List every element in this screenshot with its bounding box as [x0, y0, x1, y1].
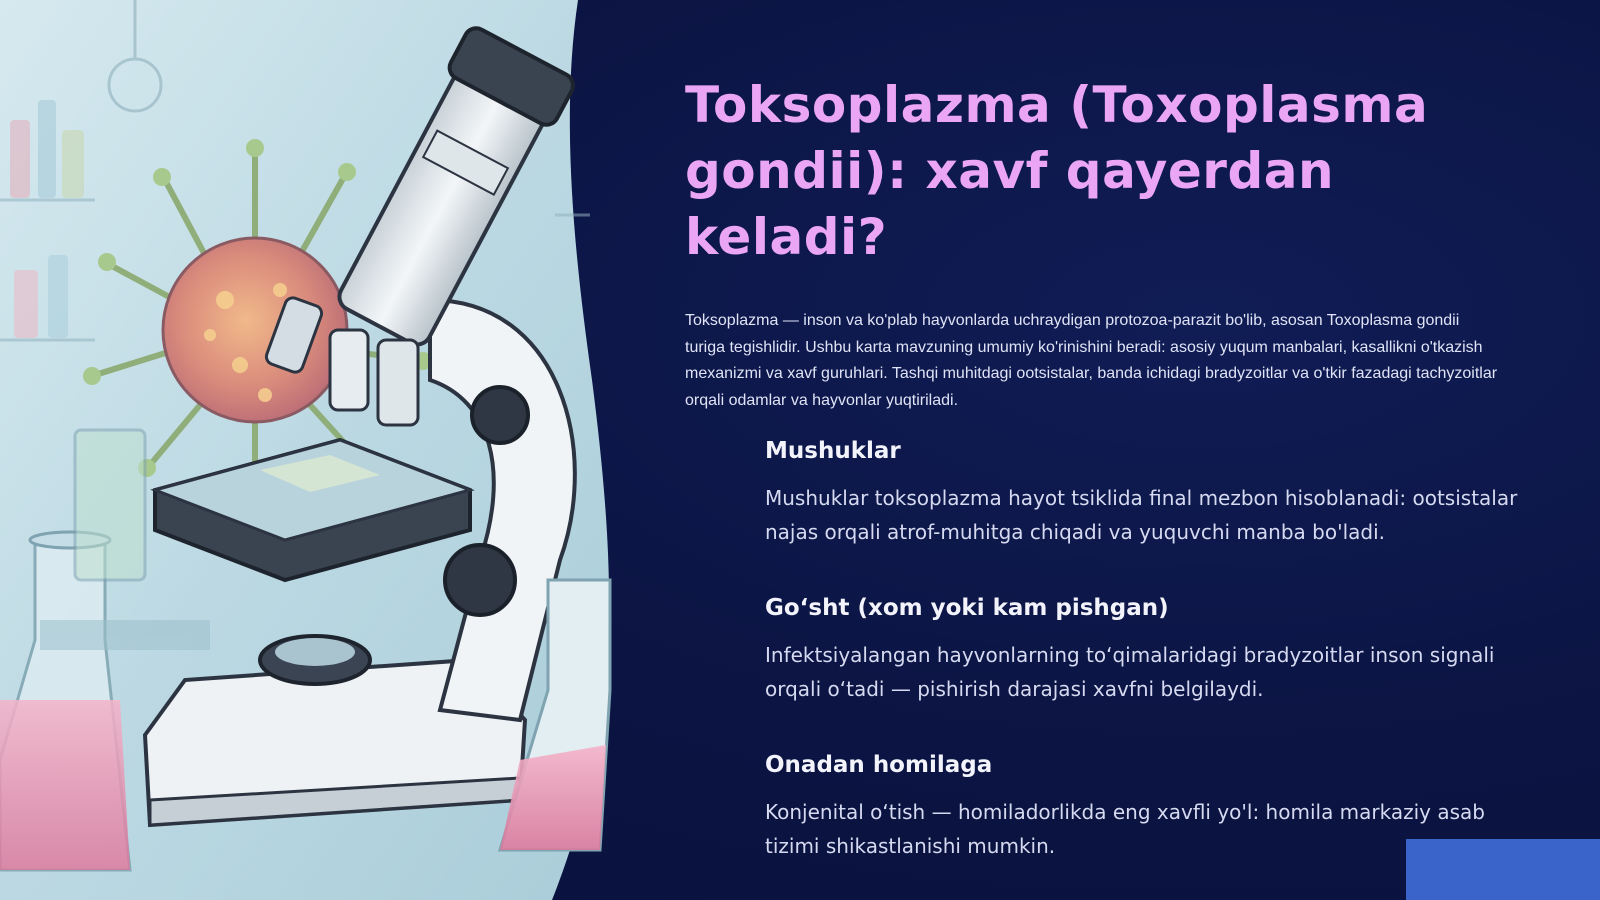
section-meat — [765, 591, 1525, 706]
section-text: Konjenital o‘tish — homiladorlikda eng xavfli yo'l: homila markaziy asab tizimi shikastlanishi mumkin. — [765, 800, 1485, 858]
section-cats — [765, 434, 1525, 549]
section-heading: Mushuklar — [765, 438, 901, 464]
corner-accent-block — [1406, 839, 1600, 900]
section-heading: Go‘sht (xom yoki kam pishgan) — [765, 595, 1169, 621]
intro-paragraph: Toksoplazma — inson va ko'plab hayvonlarda uchraydigan protozoa-parazit bo'lib, asosan Toxoplasma gondii turiga tegishlidir. Ushbu karta mavzuning umumiy ko'rinishini beradi: asosiy yuqum manbalari, kasallikni o'tkazish mexanizmi va xavf guruhlari. Tashqi muhitdagi ootsistalar, banda ichidagi bradyzoitlar va o'tkir fazadagi tachyzoitlar orqali odamlar va hayvonlar yuqtiriladi. — [685, 312, 1498, 409]
lab-illustration — [0, 0, 640, 900]
slide-title: Toksoplazma (Toxoplasma gondii): xavf qayerdan keladi? — [685, 76, 1429, 266]
section-text: Mushuklar toksoplazma hayot tsiklida final mezbon hisoblanadi: ootsistalar najas orqali atrof-muhitga chiqadi va yuquvchi manba bo'ladi. — [765, 486, 1518, 544]
content-column — [685, 72, 1518, 900]
section-heading: Onadan homilaga — [765, 752, 993, 778]
section-text: Infektsiyalangan hayvonlarning to‘qimalaridagi bradyzoitlar inson signali orqali o‘tadi — pishirish darajasi xavfni belgilaydi. — [765, 643, 1495, 701]
sections-list — [765, 434, 1525, 863]
